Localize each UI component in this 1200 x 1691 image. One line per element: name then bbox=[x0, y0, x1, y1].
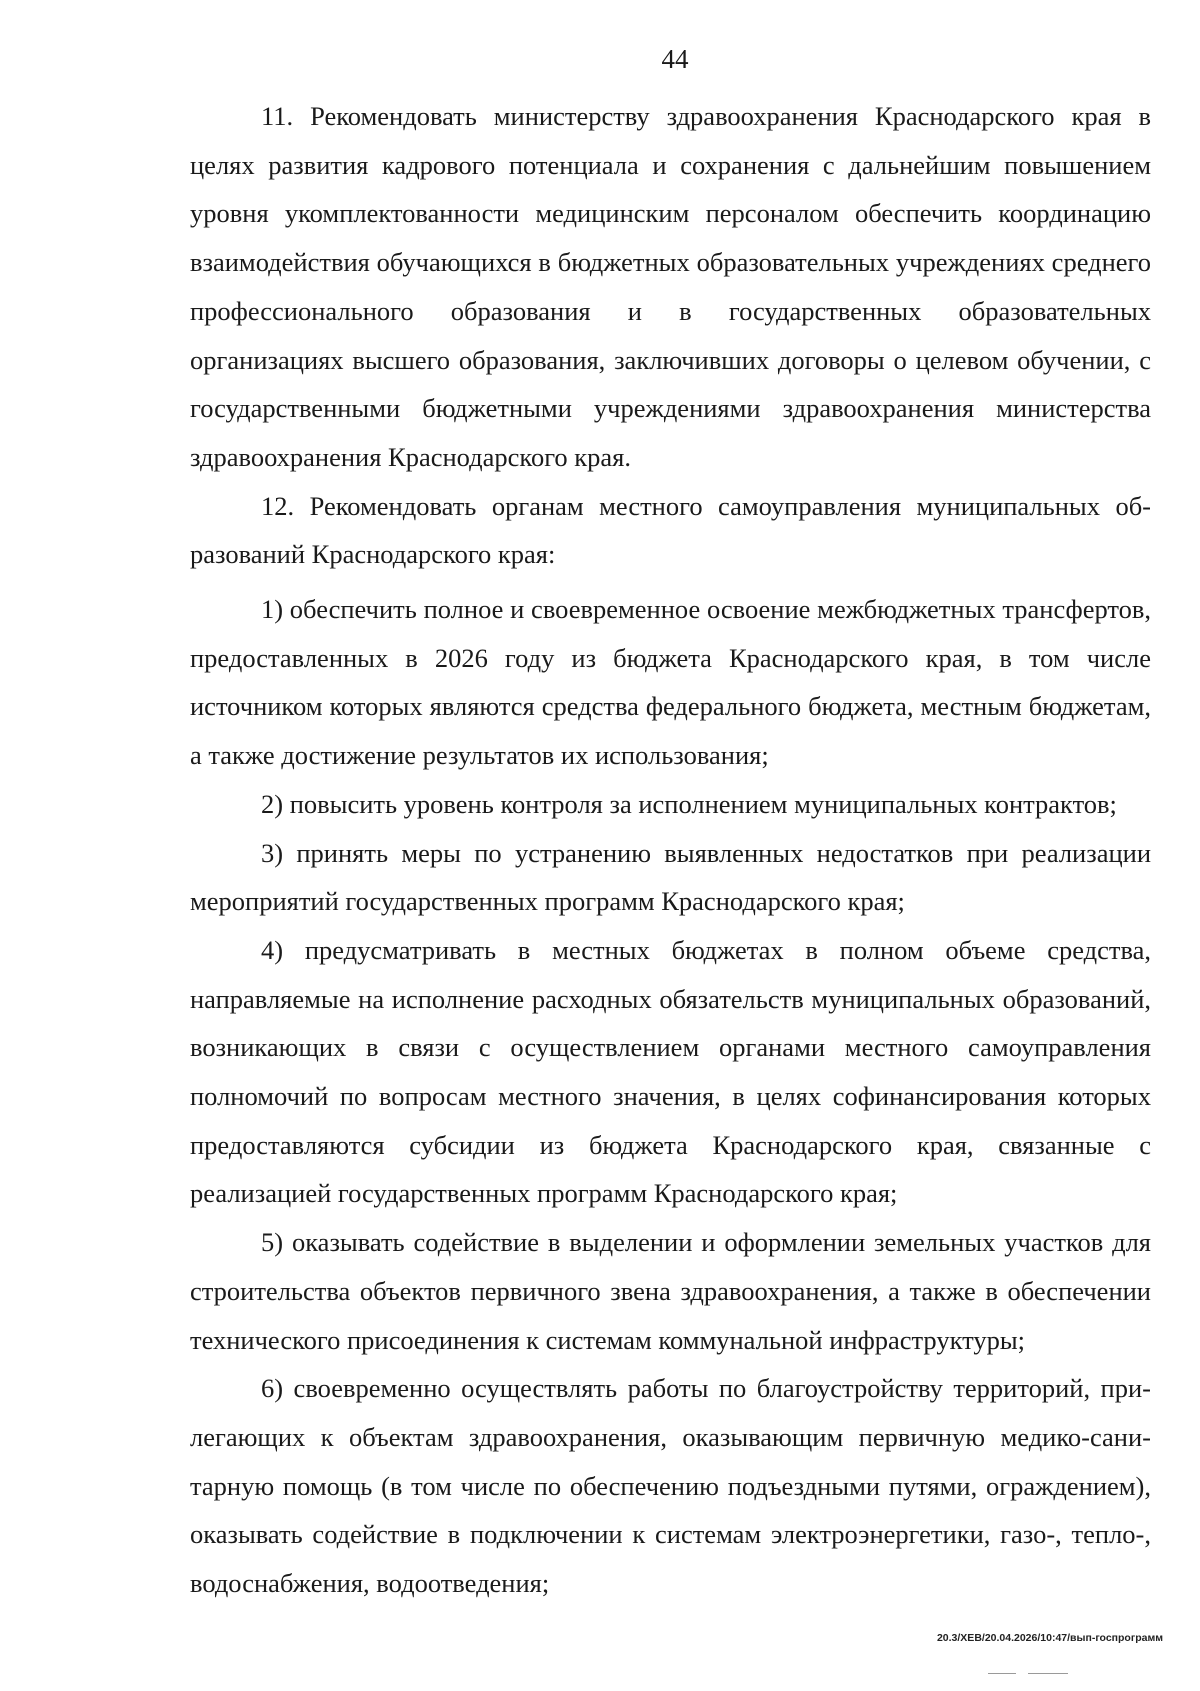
footer-divider-long bbox=[1028, 1673, 1068, 1674]
subitem-4: 4) предусматривать в местных бюджетах в полном объеме средства, направляемые на исполнение расходных обязательств муниципальных образований, возникающих в связи с осуществлением органами местного самоуправления полномочий по вопросам местного значения, в целях софинансирования которых предоставляются субсидии из бюджета Краснодарского края, связанные с реализацией государственных программ Краснодарского края; bbox=[190, 934, 1151, 1209]
document-body bbox=[190, 92, 1151, 1608]
footer-divider-short bbox=[988, 1673, 1016, 1674]
subitem-3: 3) принять меры по устранению выявленных недостатков при реализации мероприятий государственных программ Краснодарского края; bbox=[190, 837, 1151, 917]
document-code-footer: 20.3/ХЕВ/20.04.2026/10:47/вып-госпрограмм bbox=[936, 1632, 1163, 1644]
paragraph-item-12: 12. Рекомендовать органам местного самоуправления муниципальных образований Краснодарского края: bbox=[190, 490, 1151, 570]
subitem-1: 1) обеспечить полное и своевременное освоение межбюджетных трансфертов, предоставленных в 2026 году из бюджета Краснодарского края, в том числе источником которых являются средства федерального бюджета, местным бюджетам, а также достижение результатов их использования; bbox=[190, 594, 1151, 771]
subitem-6: 6) своевременно осуществлять работы по благоустройству территорий, прилегающих к объектам здравоохранения, оказывающим первичную медико-санитарную помощь (в том числе по обеспечению подъездными путями, ограждением), оказывать содействие в подключении к системам электроэнергетики, газо-, тепло-, водоснабжения, водоотведения; bbox=[190, 1373, 1151, 1599]
subitem-2: 2) повысить уровень контроля за исполнением муниципальных контрактов; bbox=[261, 788, 1117, 819]
page-number: 44 bbox=[661, 44, 689, 74]
paragraph-item-11: 11. Рекомендовать министерству здравоохранения Краснодарского края в целях развития кадрового потенциала и сохранения с дальнейшим повышением уровня укомплектованности медицинским персоналом обеспечить координацию взаимодействия обучающихся в бюджетных образовательных учреждениях среднего профессионального образования и в государственных образовательных организациях высшего образования, заключивших договоры о целевом обучении, с государственными бюджетными учреждениями здравоохранения министерства здравоохранения Краснодарского края. bbox=[190, 101, 1151, 472]
subitem-5: 5) оказывать содействие в выделении и оформлении земельных участков для строительства объектов первичного звена здравоохранения, а также в обеспечении технического присоединения к системам коммунальной инфраструктуры; bbox=[190, 1227, 1151, 1355]
